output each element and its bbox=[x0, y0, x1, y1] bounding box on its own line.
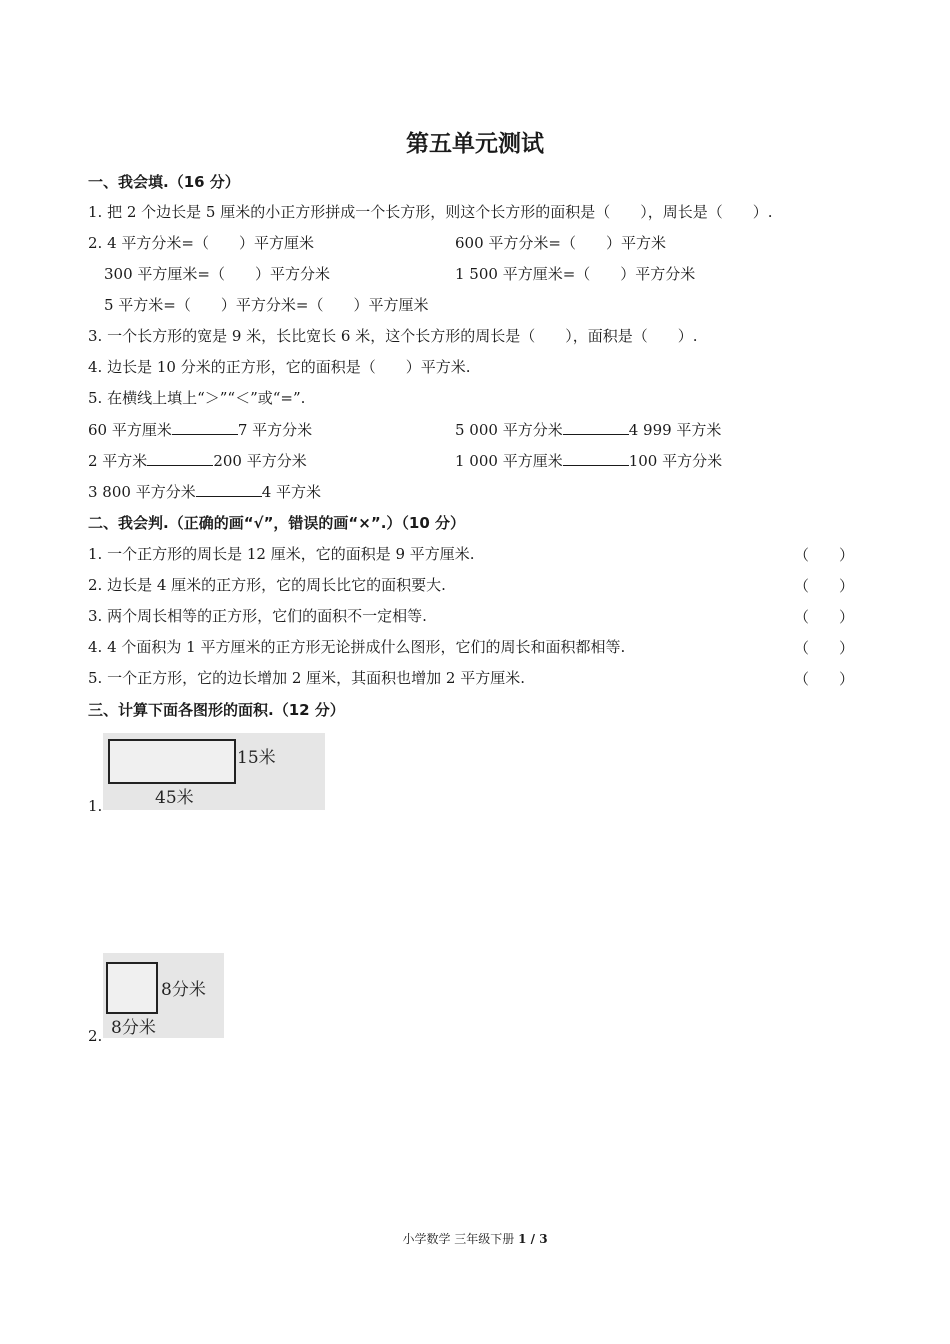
question-1-2c: 300 平方厘米=（ ）平方分米 bbox=[104, 265, 330, 283]
question-1-2d: 1 500 平方厘米=（ ）平方分米 bbox=[455, 265, 696, 283]
section-3-heading: 三、计算下面各图形的面积.（12 分） bbox=[88, 701, 345, 719]
judge-answer-paren[interactable]: （ ） bbox=[794, 577, 855, 595]
judge-item: 3. 两个周长相等的正方形，它们的面积不一定相等. bbox=[88, 607, 427, 625]
page-title: 第五单元测试 bbox=[406, 131, 544, 157]
rectangle-figure bbox=[103, 733, 325, 810]
compare-item: 60 平方厘米 7 平方分米 bbox=[88, 421, 313, 439]
section-2-heading: 二、我会判.（正确的画“√”，错误的画“×”.）（10 分） bbox=[88, 514, 466, 532]
question-1-4: 4. 边长是 10 分米的正方形，它的面积是（ ）平方米. bbox=[88, 358, 471, 376]
judge-answer-paren[interactable]: （ ） bbox=[794, 639, 855, 657]
judge-answer-paren[interactable]: （ ） bbox=[794, 608, 855, 626]
judge-item: 1. 一个正方形的周长是 12 厘米，它的面积是 9 平方厘米. bbox=[88, 545, 475, 563]
page-number: 1 / 3 bbox=[518, 1232, 548, 1246]
answer-blank[interactable] bbox=[147, 451, 213, 466]
judge-answer-paren[interactable]: （ ） bbox=[794, 546, 855, 564]
judge-item: 2. 边长是 4 厘米的正方形，它的周长比它的面积要大. bbox=[88, 576, 446, 594]
compare-item: 1 000 平方厘米 100 平方分米 bbox=[455, 452, 723, 470]
figure-2-width-label: 8分米 bbox=[111, 1018, 156, 1038]
question-1-2e: 5 平方米=（ ）平方分米=（ ）平方厘米 bbox=[104, 296, 429, 314]
figure-1-number: 1. bbox=[88, 797, 103, 815]
footer-subject: 小学数学 三年级下册 bbox=[402, 1232, 515, 1246]
figure-1-height-label: 15米 bbox=[237, 748, 276, 768]
figure-2-height-label: 8分米 bbox=[161, 980, 206, 1000]
figure-1-width-label: 45米 bbox=[155, 788, 194, 808]
answer-blank[interactable] bbox=[563, 451, 629, 466]
answer-blank[interactable] bbox=[196, 482, 262, 497]
page-footer bbox=[0, 1230, 950, 1247]
question-1-1: 1. 把 2 个边长是 5 厘米的小正方形拼成一个长方形，则这个长方形的面积是（ ），周长是（ ）. bbox=[88, 203, 773, 221]
question-1-5: 5. 在横线上填上“＞”“＜”或“=”. bbox=[88, 389, 306, 407]
judge-answer-paren[interactable]: （ ） bbox=[794, 670, 855, 688]
section-1-heading: 一、我会填.（16 分） bbox=[88, 173, 240, 191]
compare-item: 2 平方米 200 平方分米 bbox=[88, 452, 307, 470]
square-figure bbox=[103, 953, 224, 1038]
question-1-2b: 600 平方分米=（ ）平方米 bbox=[455, 234, 666, 252]
judge-item: 5. 一个正方形，它的边长增加 2 厘米，其面积也增加 2 平方厘米. bbox=[88, 669, 526, 687]
judge-item: 4. 4 个面积为 1 平方厘米的正方形无论拼成什么图形，它们的周长和面积都相等. bbox=[88, 638, 626, 656]
answer-blank[interactable] bbox=[172, 420, 238, 435]
figure-2-number: 2. bbox=[88, 1027, 103, 1045]
question-1-2a: 2. 4 平方分米=（ ）平方厘米 bbox=[88, 234, 314, 252]
compare-item: 5 000 平方分米 4 999 平方米 bbox=[455, 421, 722, 439]
question-1-3: 3. 一个长方形的宽是 9 米，长比宽长 6 米，这个长方形的周长是（ ），面积是（ ）. bbox=[88, 327, 698, 345]
compare-item: 3 800 平方分米 4 平方米 bbox=[88, 483, 322, 501]
answer-blank[interactable] bbox=[563, 420, 629, 435]
